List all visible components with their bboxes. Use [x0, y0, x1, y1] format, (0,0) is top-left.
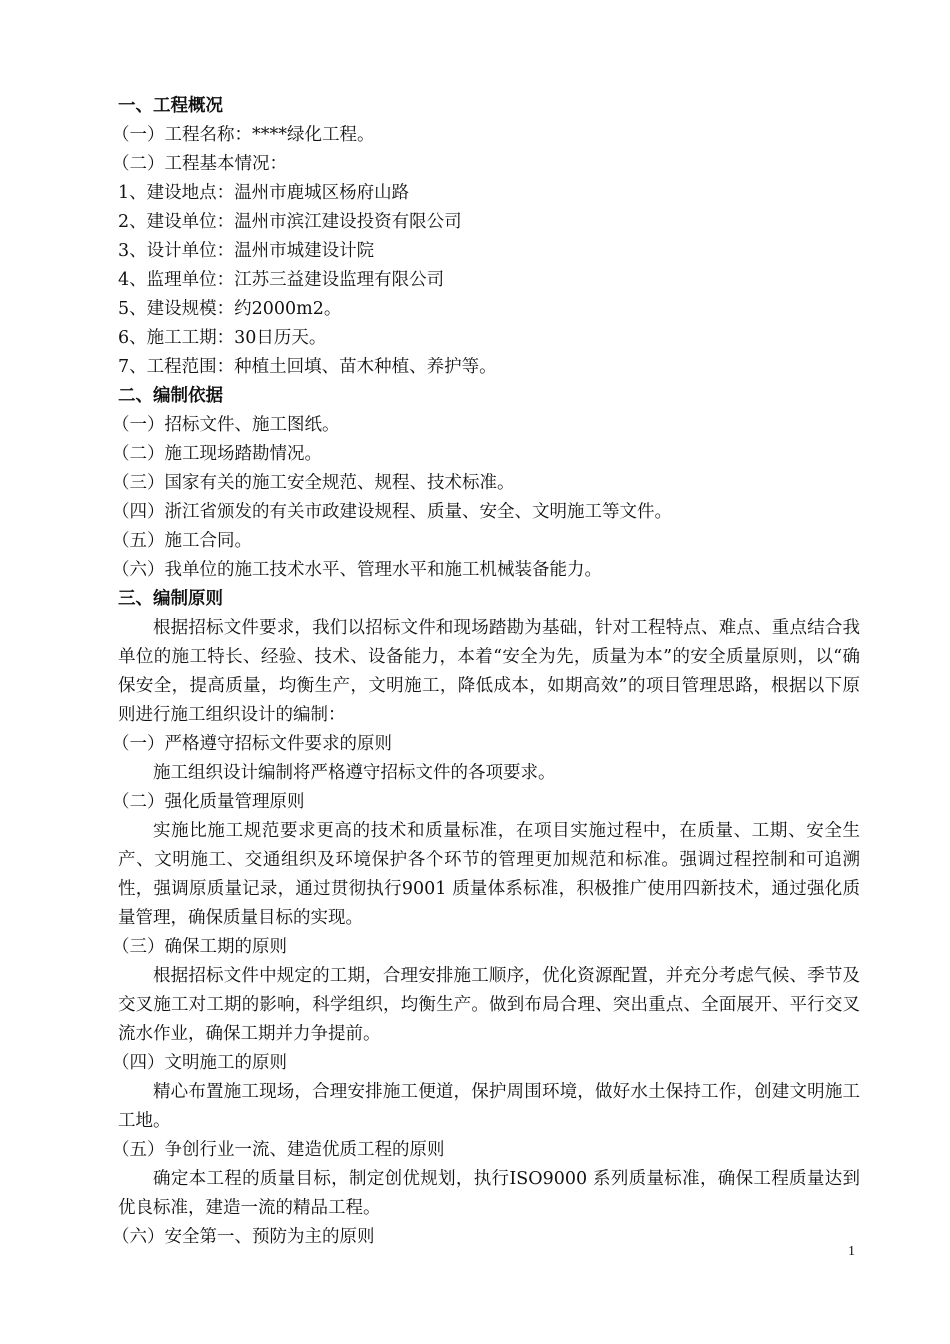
principle-4-paragraph: [118, 1078, 860, 1136]
section-heading-principles: 三、编制原则: [118, 589, 223, 609]
principle-1-title: （一）严格遵守招标文件要求的原则: [112, 734, 392, 754]
principle-5-text: 确定本工程的质量目标，制定创优规划，执行ISO9000 系列质量标准，确保工程质量达到优良标准，建造一流的精品工程。: [118, 1169, 860, 1218]
principle-1-text: 施工组织设计编制将严格遵守招标文件的各项要求。: [153, 763, 556, 783]
project-name-line: （一）工程名称：****绿化工程。: [112, 125, 375, 145]
supervision-unit-line: 4、监理单位：江苏三益建设监理有限公司: [118, 270, 445, 290]
page-number: 1: [848, 1244, 855, 1259]
principle-3-title: （三）确保工期的原则: [112, 937, 287, 957]
principle-1-paragraph: [118, 759, 860, 788]
design-unit-line: 3、设计单位：温州市城建设计院: [118, 241, 375, 261]
construction-period-line: 6、施工工期：30日历天。: [118, 328, 327, 348]
basis-item-2: （二）施工现场踏勘情况。: [112, 444, 322, 464]
principle-2-text: 实施比施工规范要求更高的技术和质量标准，在项目实施过程中，在质量、工期、安全生产、文明施工、交通组织及环境保护各个环节的管理更加规范和标准。强调过程控制和可追溯性，强调原质量记录，通过贯彻执行9001 质量体系标准，积极推广使用四新技术，通过强化质量管理，确保质量目标的实现。: [118, 821, 860, 928]
basis-item-4: （四）浙江省颁发的有关市政建设规程、质量、安全、文明施工等文件。: [112, 502, 672, 522]
principle-2-title: （二）强化质量管理原则: [112, 792, 305, 812]
principle-5-paragraph: [118, 1165, 860, 1223]
principle-5-title: （五）争创行业一流、建造优质工程的原则: [112, 1140, 445, 1160]
principles-intro-paragraph: [118, 614, 860, 730]
construction-unit-line: 2、建设单位：温州市滨江建设投资有限公司: [118, 212, 462, 232]
section-heading-basis: 二、编制依据: [118, 386, 223, 406]
project-scope-line: 7、工程范围：种植土回填、苗木种植、养护等。: [118, 357, 497, 377]
basis-item-6: （六）我单位的施工技术水平、管理水平和施工机械装备能力。: [112, 560, 602, 580]
principle-3-paragraph: [118, 962, 860, 1049]
principle-4-title: （四）文明施工的原则: [112, 1053, 287, 1073]
principle-6-title: （六）安全第一、预防为主的原则: [112, 1227, 375, 1247]
basis-item-1: （一）招标文件、施工图纸。: [112, 415, 340, 435]
section-heading-overview: 一、工程概况: [118, 96, 223, 116]
principles-intro-text: 根据招标文件要求，我们以招标文件和现场踏勘为基础，针对工程特点、难点、重点结合我单位的施工特长、经验、技术、设备能力，本着“安全为先，质量为本”的安全质量原则，以“确保安全，提高质量，均衡生产，文明施工，降低成本，如期高效”的项目管理思路，根据以下原则进行施工组织设计的编制：: [118, 618, 860, 725]
principle-3-text: 根据招标文件中规定的工期，合理安排施工顺序，优化资源配置，并充分考虑气候、季节及交叉施工对工期的影响，科学组织，均衡生产。做到布局合理、突出重点、全面展开、平行交叉流水作业，确保工期并力争提前。: [118, 966, 860, 1044]
project-basic-info-line: （二）工程基本情况：: [112, 154, 287, 174]
document-body: [112, 92, 860, 1252]
basis-item-5: （五）施工合同。: [112, 531, 252, 551]
principle-4-text: 精心布置施工现场，合理安排施工便道，保护周围环境，做好水土保持工作，创建文明施工工地。: [118, 1082, 860, 1131]
construction-scale-line: 5、建设规模：约2000m2。: [118, 299, 342, 319]
basis-item-3: （三）国家有关的施工安全规范、规程、技术标准。: [112, 473, 515, 493]
construction-site-line: 1、建设地点：温州市鹿城区杨府山路: [118, 183, 410, 203]
principle-2-paragraph: [118, 817, 860, 933]
